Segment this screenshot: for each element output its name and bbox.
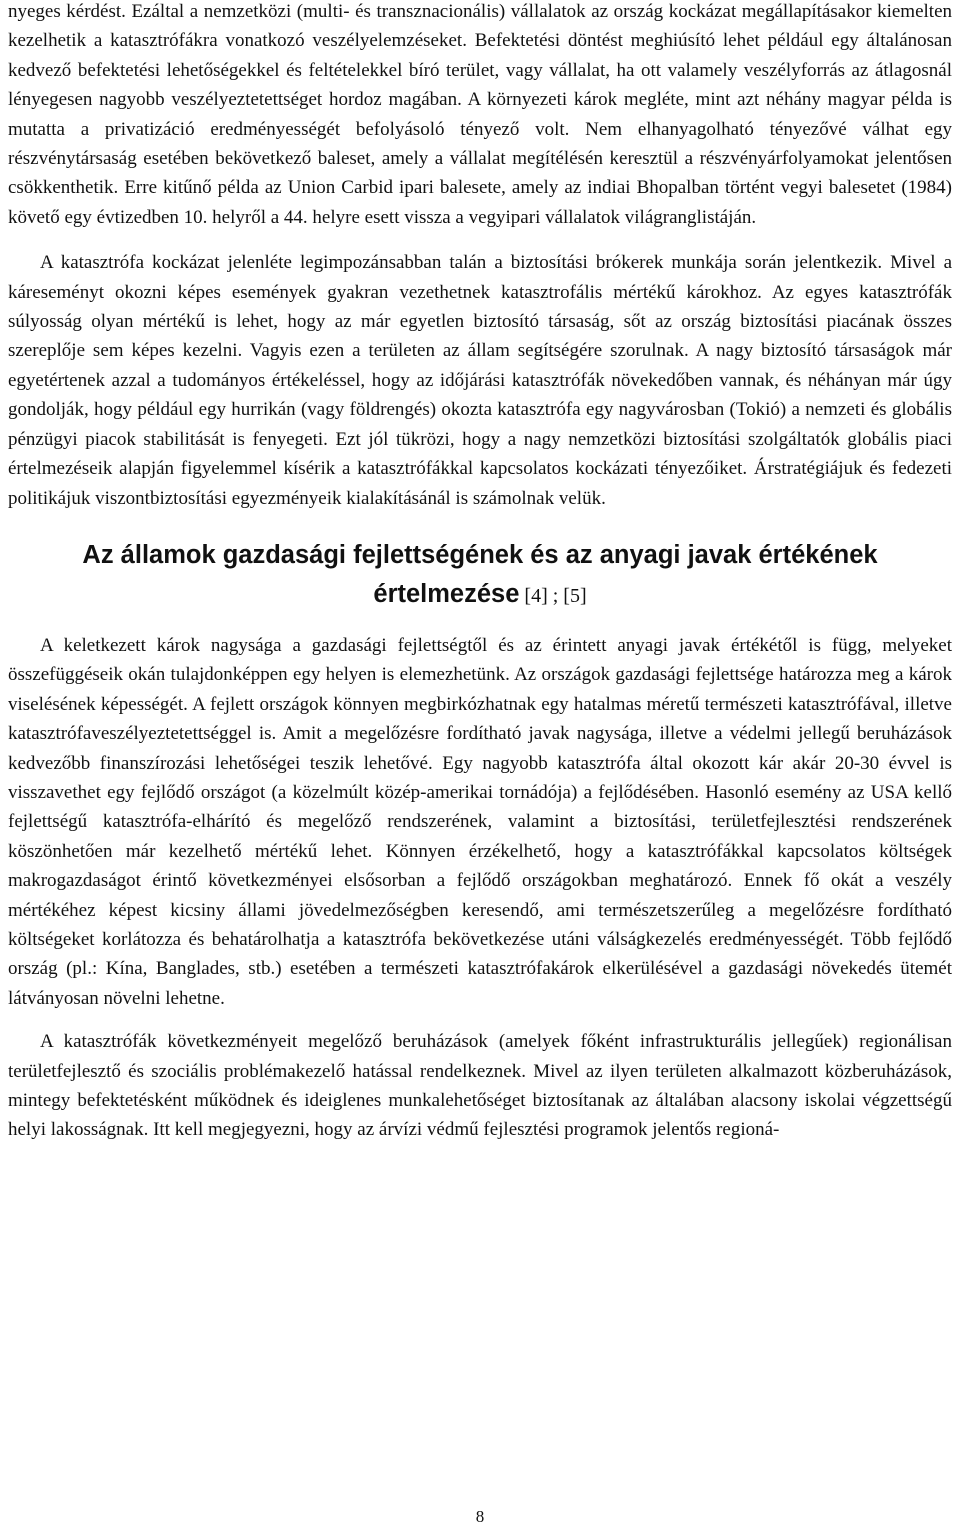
heading-line-1: Az államok gazdasági fejlettségének és az anyagi javak értékének (82, 540, 878, 569)
heading-line-2: értelmezése (373, 579, 520, 608)
paragraph-economic-development: A keletkezett károk nagysága a gazdasági fejlettségtől és az érintett anyagi javak értékétől is függ, melyeket összefüggéseik okán tulajdonképpen egy helyen is elemezhetünk. Az országok gazdasági fejlettsége határozza meg a károk viselésének képességét. A fejlett országok könnyen megbirkózhatnak egy hatalmas méretű természeti katasztrófával, illetve katasztrófaveszélyeztetettséggel is. Amit a megelőzésre fordítható javak nagysága, illetve a védelmi jellegű beruházások kedvezőbb finanszírozási lehetőségei teszik lehetővé. Egy nagyobb katasztrófa által okozott kár akár 20-30 évvel is visszavethet egy fejlődő országot (a közelmúlt közép-amerikai tornádója) a fejlődésében. Hasonló esemény az USA kellő fejlettségű katasztrófa-elhárító és megelőző rendszerének, valamint a biztosítási, területfejlesztési rendszerének köszönhetően már kezelhető mértékű lehet. Könnyen érzékelhető, hogy a katasztrófákkal kapcsolatos költségek makrogazdaságot érintő következményei elsősorban a fejlődő országokban meghatározó. Ennek fő okát a veszély mértékéhez képest kicsiny állami jövedelmezőségben keresendő, ami természetszerűleg a megelőzésre fordítható költségeket korlátozza és behatárolhatja a katasztrófa bekövetkezése utáni válságkezelés eredményességét. Több fejlődő ország (pl.: Kína, Banglades, stb.) esetében a természeti katasztrófakárok elkerülésével a gazdasági növekedés ütemét látványosan növelni lehetne. (8, 634, 952, 1009)
paragraph-insurance-brokers: A katasztrófa kockázat jelenléte legimpozánsabban talán a biztosítási brókerek munkája során jelentkezik. Mivel a káreseményt okozni képes események gyakran vezethetnek katasztrofális mértékű károkhoz. Az egyes katasztrófák súlyosság olyan mértékű is lehet, hogy az már egyetlen biztosító társaság, sőt az ország biztosítási piacának összes szereplője sem képes kezelni. Vagyis ezen a területen az állam segítségére szorulnak. A nagy biztosító társaságok már egyetértenek azzal a tudományos értékeléssel, hogy az időjárási katasztrófák növekedőben vannak, és néhányan már úgy gondolják, hogy például egy hurrikán (vagy földrengés) okozta katasztrófa egy nagyvárosban (Tokió) a nemzeti és globális pénzügyi piacok stabilitását is fenyegeti. Ezt jól tükrözi, hogy a nagy nemzetközi biztosítási szolgáltatók globális piaci értelmezéseik alapján figyelemmel kísérik a katasztrófákkal kapcsolatos kockázati tényezőiket. Árstratégiájuk és fedezeti politikájuk viszontbiztosítási egyezményeik kialakításánál is számolnak velük. (8, 252, 952, 509)
paragraph-investment-risk: nyeges kérdést. Ezáltal a nemzetközi (multi- és transznacionális) vállalatok az ország kockázat megállapításakor kiemelten kezelhetik a katasztrófákra vonatkozó veszélyelemzéseket. Befektetési döntést meghiúsító lehet például egy általánosan kedvező befektetési lehetőségekkel és feltételekkel bíró terület, vagy vállalat, ha ott valamely veszélyforrás az átlagosnál lényegesen nagyobb veszélyeztetettséget hordoz magában. A környezeti károk megléte, mint azt néhány magyar példa is mutatta a privatizáció eredményességét befolyásoló tényező volt. Nem elhanyagolható tényezővé válhat egy részvénytársaság esetében bekövetkező baleset, amely a vállalat megítélésén keresztül a részvényárfolyamokat jelentősen csökkenthetik. Erre kitűnő példa az Union Carbid ipari balesete, amely az indiai Bhopalban történt vegyi balesetet (1984) követő egy évtizedben 10. helyről a 44. helyre esett vissza a vegyipari vállalatok világranglistáján. (8, 1, 952, 228)
paragraph-preventive-investments: A katasztrófák következményeit megelőző beruházások (amelyek főként infrastrukturális jellegűek) regionálisan területfejlesztő és szociális problémakezelő hatással rendelkeznek. Mivel az ilyen területen alkalmazott közberuházások, mintegy befektetésként működnek és ideiglenes munkalehetőséget biztosítanak az általában alacsony iskolai végzettségű helyi lakosságnak. Itt kell megjegyezni, hogy az árvízi védmű fejlesztési programok jelentős regioná- (8, 1031, 952, 1141)
page-number: 8 (475, 1507, 485, 1526)
heading-citation: [4] ; [5] (519, 584, 587, 607)
section-heading (8, 537, 952, 615)
